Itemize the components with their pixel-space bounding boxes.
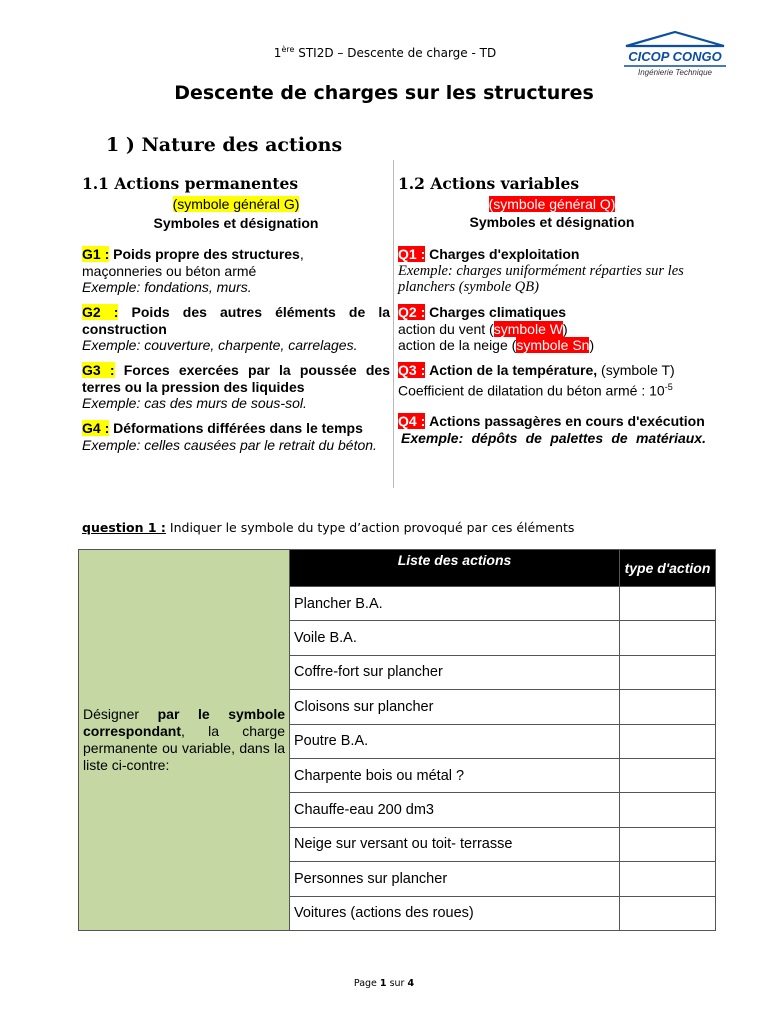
- type-answer-cell[interactable]: [620, 827, 716, 861]
- g3-block: G3 : Forces exercées par la poussée des terres ou la pression des liquides Exemple: cas des murs de sous-sol.: [82, 362, 390, 411]
- variable-symbol: (symbole général Q): [488, 196, 616, 212]
- type-answer-cell[interactable]: [620, 724, 716, 758]
- g1-block: G1 : Poids propre des structures, maçonneries ou béton armé Exemple: fondations, murs.: [82, 246, 304, 295]
- table-row: Voitures (actions des roues): [79, 896, 716, 930]
- question-label: question 1 : Indiquer le symbole du type d’action provoqué par ces éléments: [82, 520, 575, 535]
- variable-subheading: Symboles et désignation: [469, 214, 635, 230]
- table-row: Chauffe-eau 200 dm3: [79, 793, 716, 827]
- permanent-subheading: Symboles et désignation: [153, 215, 319, 231]
- type-answer-cell[interactable]: [620, 621, 716, 655]
- variable-actions-heading: 1.2 Actions variables: [398, 174, 580, 193]
- table-row: Personnes sur plancher: [79, 862, 716, 896]
- type-answer-cell[interactable]: [620, 896, 716, 930]
- table-row: Poutre B.A.: [79, 724, 716, 758]
- logo-name: CICOP CONGO: [628, 49, 722, 64]
- document-title: Descente de charges sur les structures: [174, 82, 594, 104]
- column-header-actions: Liste des actions: [290, 550, 620, 587]
- permanent-actions-heading: 1.1 Actions permanentes: [82, 174, 299, 193]
- type-answer-cell[interactable]: [620, 862, 716, 896]
- table-row: Voile B.A.: [79, 621, 716, 655]
- table-row: Plancher B.A.: [79, 587, 716, 621]
- g2-block: G2 : Poids des autres éléments de la construction Exemple: couverture, charpente, carrelages.: [82, 304, 391, 353]
- type-answer-cell[interactable]: [620, 690, 716, 724]
- column-header-type: type d'action: [620, 550, 716, 587]
- column-divider: [393, 160, 394, 488]
- type-answer-cell[interactable]: [620, 758, 716, 792]
- actions-table: [78, 549, 716, 931]
- page-header: 1ère STI2D – Descente de charge - TD: [273, 45, 497, 60]
- instruction-cell: Désigner par le symbole correspondant, la charge permanente ou variable, dans la liste ci-contre:: [79, 550, 290, 931]
- q2-block: Q2 : Charges climatiques action du vent (symbole W) action de la neige (symbole Sn): [398, 304, 595, 353]
- type-answer-cell[interactable]: [620, 587, 716, 621]
- page-number: Page 1 sur 4: [353, 978, 415, 989]
- q4-block: Q4 : Actions passagères en cours d'exécution Exemple: dépôts de palettes de matériaux.: [398, 413, 706, 446]
- type-answer-cell[interactable]: [620, 655, 716, 689]
- table-row: Neige sur versant ou toit- terrasse: [79, 827, 716, 861]
- g4-block: G4 : Déformations différées dans le temps Exemple: celles causées par le retrait du béton.: [82, 420, 377, 453]
- table-row: Charpente bois ou métal ?: [79, 758, 716, 792]
- section-heading: 1 ) Nature des actions: [106, 134, 343, 156]
- table-row: Coffre-fort sur plancher: [79, 655, 716, 689]
- type-answer-cell[interactable]: [620, 793, 716, 827]
- logo-tagline: Ingénierie Technique: [638, 68, 712, 77]
- permanent-symbol: (symbole général G): [172, 196, 300, 212]
- table-row: Cloisons sur plancher: [79, 690, 716, 724]
- q3-block: Q3 : Action de la température, (symbole T) Coefficient de dilatation du béton armé : $10^{-5}$: [398, 362, 675, 399]
- q1-block: Q1 : Charges d'exploitation Exemple: charges uniformément réparties sur les planchers (symbole QB): [398, 246, 684, 295]
